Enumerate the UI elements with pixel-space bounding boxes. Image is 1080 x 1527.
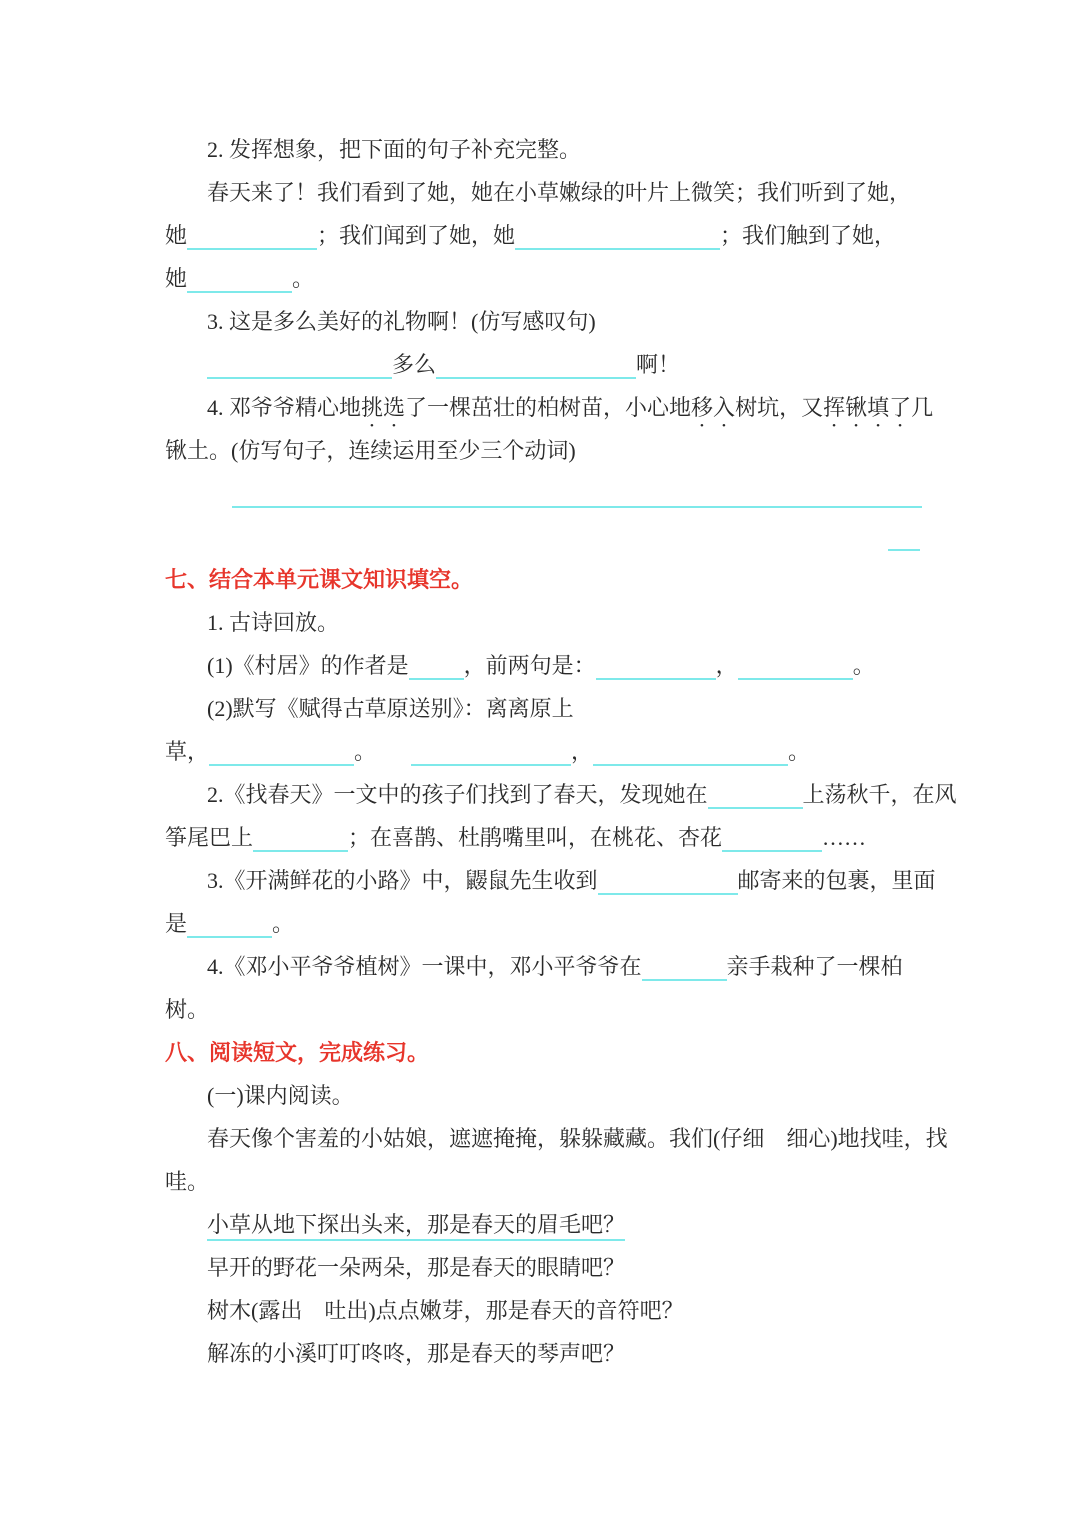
reading-1-heading [165, 1074, 920, 1117]
q2-findspring-line2 [165, 816, 920, 859]
text-run: 多么 [392, 352, 437, 377]
answer-blank-line [515, 248, 720, 250]
passage-line6 [165, 1332, 920, 1375]
text-run: 她 [165, 266, 188, 291]
answer-blank-line [232, 506, 922, 508]
answer-blank-line [598, 893, 738, 895]
text-run: 她 [165, 223, 188, 248]
answer-blank-line [187, 291, 292, 293]
q1-item2-line2 [165, 730, 920, 773]
text-run: ， [571, 739, 594, 764]
q1-item2-line1 [165, 687, 920, 730]
emphasized-run: 挑选 [361, 395, 406, 420]
q2-prompt [165, 128, 920, 171]
answer-blank-line [187, 248, 317, 250]
text-run: …… [822, 825, 867, 850]
text-run: (1)《村居》的作者是 [207, 653, 409, 678]
passage-line2 [165, 1160, 920, 1203]
passage-underlined-sentence [165, 1203, 920, 1246]
text-run: 2. 发挥想象，把下面的句子补充完整。 [207, 137, 582, 162]
spacer [376, 758, 411, 759]
text-run: 3.《开满鲜花的小路》中，鼹鼠先生收到 [207, 868, 598, 893]
answer-blank-line [411, 764, 571, 766]
q4-tree-line2 [165, 988, 920, 1031]
answer-blank-line [253, 850, 348, 852]
emphasized-run: 挥锹填了 [823, 395, 912, 420]
answer-blank-line [722, 850, 822, 852]
answer-blank-line [888, 549, 920, 551]
emphasized-run: 移入 [691, 395, 736, 420]
text-run: 上荡秋千，在风 [802, 782, 957, 807]
answer-blank-line [207, 377, 392, 379]
text-run: 是 [165, 911, 188, 936]
text-run: 啊！ [636, 352, 681, 377]
answer-blank-line [708, 807, 803, 809]
text-run: 4. 邓爷爷精心地 [207, 395, 362, 420]
text-run: 1. 古诗回放。 [207, 610, 340, 635]
text-run: ；我们触到了她， [720, 223, 897, 248]
text-run: ， [715, 653, 738, 678]
section-7-heading [165, 558, 920, 601]
q4-answer-line2 [165, 515, 920, 558]
text-run: 哇。 [165, 1169, 210, 1194]
passage-line4 [165, 1246, 920, 1289]
answer-blank-line [409, 678, 464, 680]
text-run: 。 [354, 739, 377, 764]
text-run: ，前两句是： [463, 653, 596, 678]
text-run: 2.《找春天》一文中的孩子们找到了春天，发现她在 [207, 782, 708, 807]
document-body [165, 128, 957, 1375]
text-run: 树。 [165, 997, 210, 1022]
passage-line1 [165, 1117, 948, 1160]
q3-path-line2 [165, 902, 920, 945]
text-run: 。 [292, 266, 315, 291]
q1-item1 [165, 644, 920, 687]
text-run: 春天来了！我们看到了她，她在小草嫩绿的叶片上微笑；我们听到了她， [207, 180, 912, 205]
text-run: 筝尾巴上 [165, 825, 254, 850]
spacer [207, 500, 232, 501]
q4-answer-line1 [165, 472, 920, 515]
answer-blank-line [209, 764, 354, 766]
text-run: 了一棵茁壮的柏树苗，小心地 [405, 395, 692, 420]
answer-blank-line [187, 936, 272, 938]
text-run: 亲手栽种了一棵柏 [726, 954, 903, 979]
text-run: 邮寄来的包裹，里面 [737, 868, 936, 893]
text-run: 春天像个害羞的小姑娘，遮遮掩掩，躲躲藏藏。我们(仔细 细心)地找哇，找 [207, 1126, 948, 1151]
text-run: 草， [165, 739, 210, 764]
text-run: 。 [788, 739, 811, 764]
text-run: 七、结合本单元课文知识填空。 [165, 567, 474, 592]
text-run: 八、阅读短文，完成练习。 [165, 1040, 430, 1065]
q4-prompt-line2 [165, 429, 920, 472]
passage-line5 [165, 1289, 920, 1332]
underlined-sentence: 小草从地下探出头来，那是春天的眉毛吧？ [207, 1212, 626, 1237]
text-run: 。 [852, 653, 875, 678]
answer-blank-line [436, 377, 636, 379]
text-run: (2)默写《赋得古草原送别》：离离原上 [207, 696, 574, 721]
text-run: ；我们闻到了她，她 [317, 223, 516, 248]
q3-prompt [165, 300, 920, 343]
q2-sentence-line3 [165, 257, 920, 300]
text-run: 锹土。(仿写句子，连续运用至少三个动词) [165, 438, 576, 463]
q2-sentence-line1 [165, 171, 920, 214]
text-run: 树木(露出 吐出)点点嫩芽，那是春天的音符吧？ [207, 1298, 684, 1323]
q2-findspring-line1 [165, 773, 957, 816]
answer-blank-line [642, 979, 727, 981]
text-run: 几 [911, 395, 934, 420]
section-8-heading [165, 1031, 920, 1074]
text-run: 早开的野花一朵两朵，那是春天的眼睛吧？ [207, 1255, 626, 1280]
answer-blank-line [738, 678, 853, 680]
q4-prompt-line1 [165, 386, 934, 429]
text-run: ；在喜鹊、杜鹃嘴里叫，在桃花、杏花 [348, 825, 723, 850]
text-run: 。 [272, 911, 295, 936]
text-run: 3. 这是多么美好的礼物啊！(仿写感叹句) [207, 309, 596, 334]
q3-path-line1 [165, 859, 936, 902]
text-run: 解冻的小溪叮叮咚咚，那是春天的琴声吧？ [207, 1341, 626, 1366]
q3-answer-line [165, 343, 920, 386]
answer-blank-line [596, 678, 716, 680]
text-run: 树坑，又 [735, 395, 824, 420]
q1-poems-prompt [165, 601, 920, 644]
q4-tree-line1 [165, 945, 920, 988]
answer-blank-line [593, 764, 788, 766]
text-run: 4.《邓小平爷爷植树》一课中，邓小平爷爷在 [207, 954, 642, 979]
q2-sentence-line2 [165, 214, 920, 257]
text-run: (一)课内阅读。 [207, 1083, 354, 1108]
